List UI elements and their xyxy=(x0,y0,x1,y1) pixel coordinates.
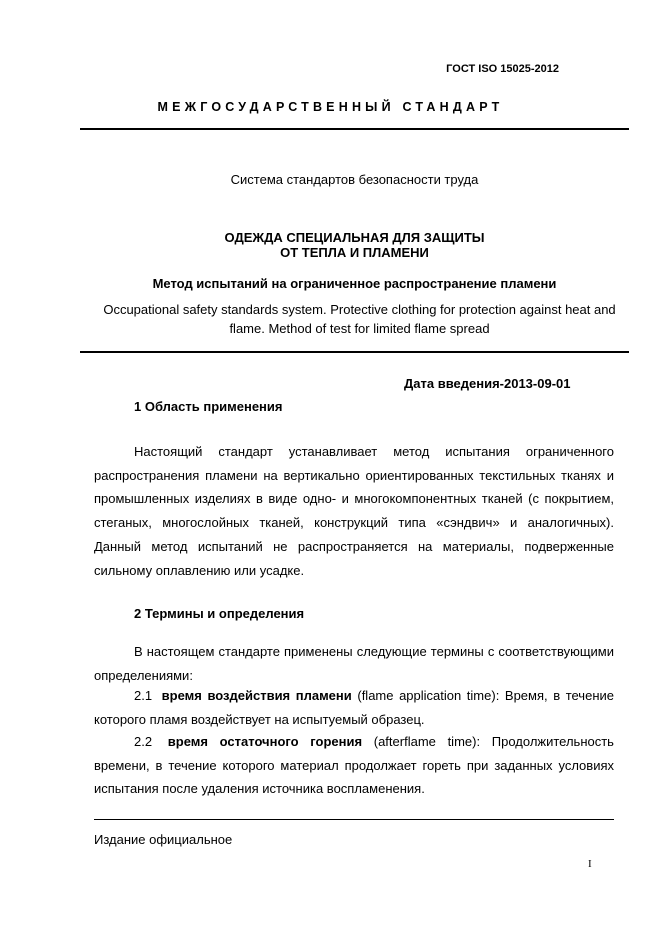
document-title-line-1: ОДЕЖДА СПЕЦИАЛЬНАЯ ДЛЯ ЗАЩИТЫ xyxy=(224,230,485,245)
term-definition: Продолжительность времени, в течение которого материал продолжает гореть при заданных условиях испытания после удаления источника воспламенения. xyxy=(94,734,614,797)
section-2-heading: 2 Термины и определения xyxy=(134,606,305,621)
document-subtitle: Метод испытаний на ограниченное распространение пламени xyxy=(152,276,557,291)
section-1-text: Настоящий стандарт устанавливает метод испытания ограниченного распространения пламени на вертикально ориентированных текстильных тканях и промышленных изделиях в виде одно- и многокомпонентных тканей (с покрытием, стеганых, многослойных тканей, конструкций типа «сэндвич» и аналогичных). Данный метод испытаний не распространяется на материалы, подверженные сильному оплавлению или усадке. xyxy=(94,444,614,578)
term-definition: Время, в течение которого пламя воздействует на испытуемый образец. xyxy=(94,688,614,727)
term-name: время воздействия пламени xyxy=(161,688,352,703)
section-1-heading: 1 Область применения xyxy=(134,399,283,414)
page-number: I xyxy=(588,858,592,870)
english-title: Occupational safety standards system. Protective clothing for protection against heat and flame. Method of test for limited flame spread xyxy=(103,302,616,336)
term-name: время остаточного горения xyxy=(167,734,363,749)
date-of-introduction: Дата введения-2013-09-01 xyxy=(404,376,571,391)
term-english: (flame application time): xyxy=(357,688,500,703)
title-divider xyxy=(80,351,629,353)
document-title xyxy=(80,230,629,260)
document-title-line-2: ОТ ТЕПЛА И ПЛАМЕНИ xyxy=(280,245,429,260)
section-1-paragraph xyxy=(94,440,614,582)
standards-system-title: Система стандартов безопасности труда xyxy=(230,172,479,187)
term-2-1 xyxy=(94,684,614,731)
term-number: 2.2 xyxy=(134,734,153,749)
term-2-2 xyxy=(94,730,614,801)
official-edition-note: Издание официальное xyxy=(94,832,233,847)
term-number: 2.1 xyxy=(134,688,153,703)
term-2-1-text xyxy=(94,684,614,731)
interstate-standard-heading: МЕЖГОСУДАРСТВЕННЫЙ СТАНДАРТ xyxy=(157,100,504,114)
term-2-2-text xyxy=(94,730,614,801)
section-2-intro-paragraph xyxy=(94,640,614,687)
header-divider xyxy=(80,128,629,130)
footnote-divider xyxy=(94,819,614,820)
standard-code: ГОСТ ISO 15025-2012 xyxy=(446,63,559,75)
section-2-intro: В настоящем стандарте применены следующие термины с соответствующими определениями: xyxy=(94,644,614,683)
term-english: (afterflame time): xyxy=(373,734,481,749)
